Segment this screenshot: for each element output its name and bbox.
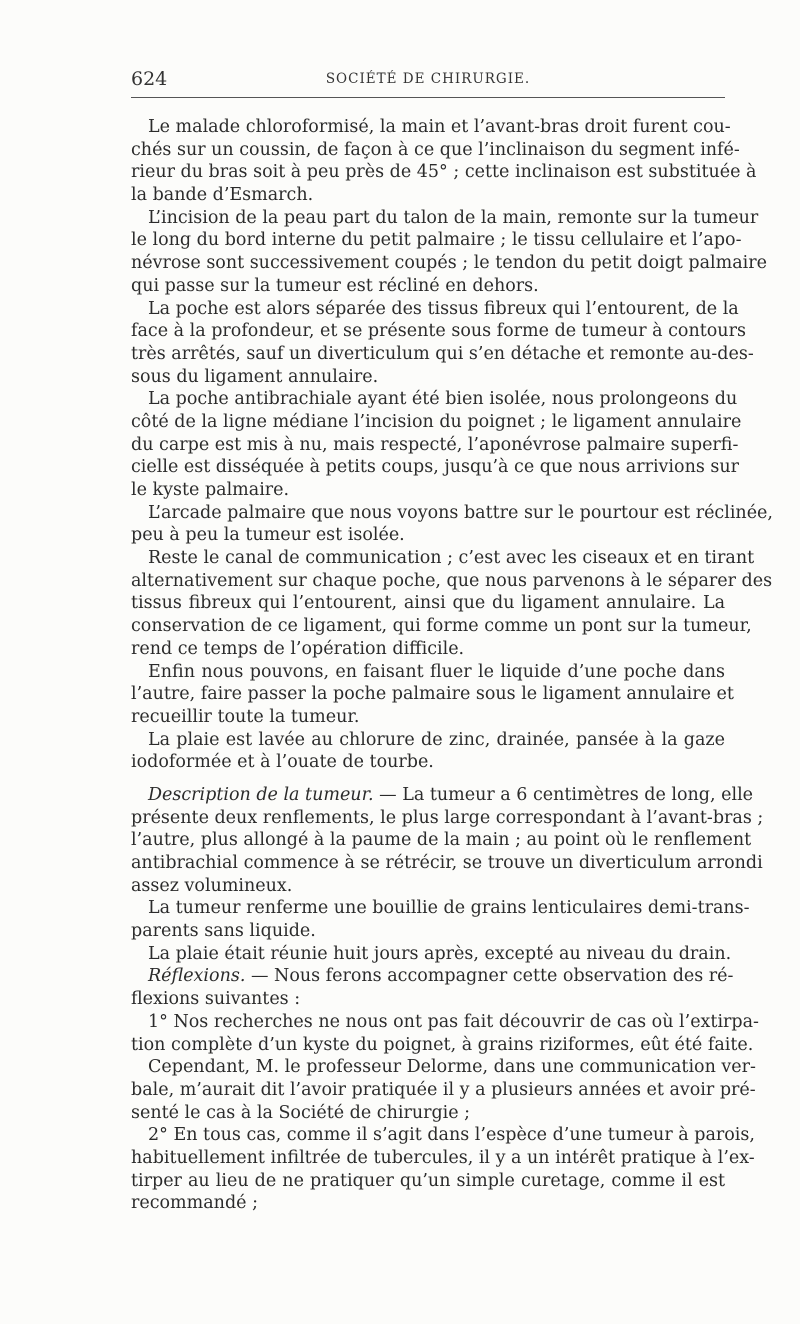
running-title: SOCIÉTÉ DE CHIRURGIE. [325,71,531,87]
text-line: Le malade chloroformisé, la main et l’avant-bras droit furent cou- [148,117,731,137]
text-line: le long du bord interne du petit palmaire ; le tissu cellulaire et l’apo- [131,230,742,251]
text-line: l’autre, faire passer la poche palmaire sous le ligament annulaire et [131,684,734,705]
text-line: l’autre, plus allongé à la paume de la main ; au point où le renflement [131,830,752,851]
text-line: Enfin nous pouvons, en faisant fluer le liquide d’une poche dans [148,661,725,682]
text-line: névrose sont successivement coupés ; le tendon du petit doigt palmaire [131,253,767,274]
text-line: rieur du bras soit à peu près de 45° ; cette inclinaison est substituée à [131,162,757,183]
text-line: tirper au lieu de ne pratiquer qu’un simple curetage, comme il est [131,1170,725,1191]
text-line: face à la profondeur, et se présente sous forme de tumeur à contours [131,321,746,342]
text-line: recommandé ; [131,1193,258,1214]
text-line: La plaie est lavée au chlorure de zinc, drainée, pansée à la gaze [148,729,725,750]
text-line: recueillir toute la tumeur. [131,706,360,727]
text-line: Cependant, M. le professeur Delorme, dans une communication ver- [148,1057,756,1078]
text-line: rend ce temps de l’opération difficile. [131,638,465,659]
text-line: 1° Nos recherches ne nous ont pas fait découvrir de cas où l’extirpa- [148,1011,759,1032]
text-line: antibrachial commence à se rétrécir, se trouve un diverticulum arrondi [131,853,763,873]
italic-heading: Réflexions. [148,966,246,987]
text-line: 2° En tous cas, comme il s’agit dans l’espèce d’une tumeur à parois, [148,1125,755,1146]
text-line: alternativement sur chaque poche, que nous parvenons à le séparer des [131,570,773,591]
text-line-description-heading: Description de la tumeur. — La tumeur a 6 centimètres de long, elle [148,784,754,805]
text-line: La poche antibrachiale ayant été bien isolée, nous prolongeons du [148,389,738,410]
text-line: L’incision de la peau part du talon de la main, remonte sur la tumeur [148,207,759,228]
text-line: La poche est alors séparée des tissus fibreux qui l’entourent, de la [148,298,739,319]
text-line: cielle est disséquée à petits coups, jusqu’à ce que nous arrivions sur [131,457,739,478]
text-line: bale, m’aurait dit l’avoir pratiquée il y a plusieurs années et avoir pré- [131,1079,756,1100]
body-text [131,116,773,1215]
text-line: senté le cas à la Société de chirurgie ; [131,1102,471,1123]
text-line: L’arcade palmaire que nous voyons battre sur le pourtour est réclinée, [148,502,773,523]
text-line: peu à peu la tumeur est isolée. [131,525,405,546]
text-line: assez volumineux. [131,875,293,896]
text-line: iodoformée et à l’ouate de tourbe. [131,752,434,773]
text-line: conservation de ce ligament, qui forme comme un pont sur la tumeur, [131,616,752,637]
italic-heading: Description de la tumeur. [148,784,374,805]
page-header [131,64,725,92]
text-line: sous du ligament annulaire. [131,366,379,387]
text-line: tissus fibreux qui l’entourent, ainsi que du ligament annulaire. La [131,593,725,614]
text-line-reflexions-heading: Réflexions. — Nous ferons accompagner cette observation des ré- [148,966,734,987]
header-rule [131,97,725,98]
text-line: parents sans liquide. [131,921,316,942]
text-line: le kyste palmaire. [131,480,290,500]
text-line: très arrêtés, sauf un diverticulum qui s’en détache et remonte au-des- [131,343,754,364]
text-line: habituellement infiltrée de tubercules, il y a un intérêt pratique à l’ex- [131,1147,755,1168]
text-line: flexions suivantes : [131,989,301,1010]
text-line: la bande d’Esmarch. [131,185,314,206]
text-line: qui passe sur la tumeur est récliné en dehors. [131,275,539,296]
text-line: La tumeur renferme une bouillie de grains lenticulaires demi-trans- [148,898,750,919]
text-line: côté de la ligne médiane l’incision du poignet ; le ligament annulaire [131,411,742,432]
text-line: présente deux renflements, le plus large correspondant à l’avant-bras ; [131,807,764,828]
text-line: La plaie était réunie huit jours après, excepté au niveau du drain. [148,943,732,964]
text-line: tion complète d’un kyste du poignet, à grains riziformes, eût été faite. [131,1034,754,1055]
text-line: chés sur un coussin, de façon à ce que l’inclinaison du segment infé- [131,139,740,160]
text-line: Reste le canal de communication ; c’est avec les ciseaux et en tirant [148,548,755,569]
page-number: 624 [131,68,168,90]
text-line: du carpe est mis à nu, mais respecté, l’aponévrose palmaire superfi- [131,434,739,455]
